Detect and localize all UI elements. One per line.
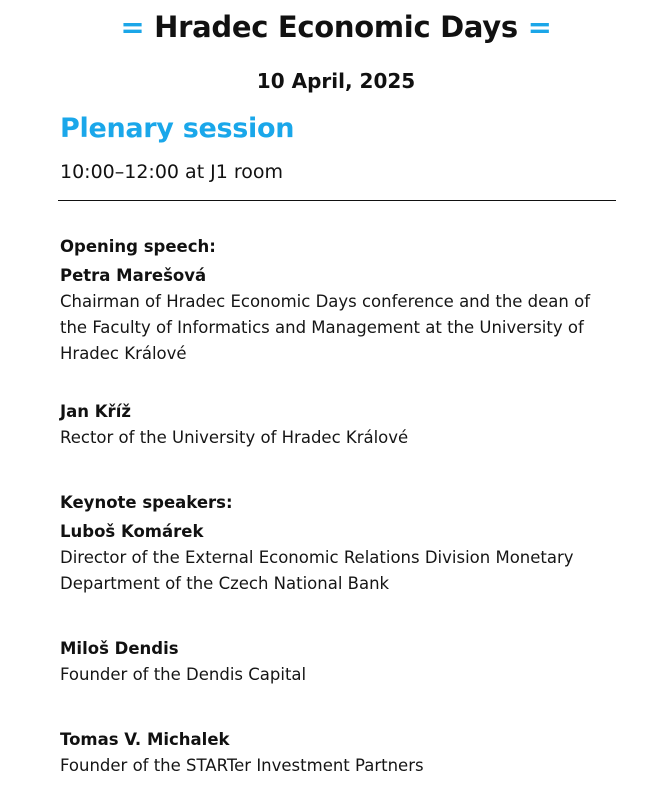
opening-speech-heading-block bbox=[60, 234, 620, 260]
title-prefix-mark: = bbox=[120, 10, 145, 44]
keynote-speakers-heading: Keynote speakers: bbox=[60, 493, 233, 512]
keynote-heading-block bbox=[60, 490, 620, 516]
speaker-entry bbox=[60, 727, 620, 779]
title-suffix-mark: = bbox=[527, 10, 552, 44]
speaker-name: Luboš Komárek bbox=[60, 522, 204, 541]
session-time: 10:00–12:00 at J1 room bbox=[60, 161, 284, 183]
speaker-entry bbox=[60, 263, 620, 367]
speaker-role: Director of the External Economic Relations Division Monetary Department of the Czech National Bank bbox=[60, 548, 574, 593]
divider bbox=[58, 200, 616, 201]
speaker-role: Chairman of Hradec Economic Days conference and the dean of the Faculty of Informatics and Management at the University of Hradec Králové bbox=[60, 292, 591, 363]
page-title bbox=[0, 10, 672, 44]
speaker-name: Tomas V. Michalek bbox=[60, 730, 230, 749]
speaker-entry bbox=[60, 399, 620, 451]
speaker-name: Jan Kříž bbox=[60, 402, 131, 421]
speaker-name: Miloš Dendis bbox=[60, 639, 179, 658]
speaker-entry bbox=[60, 636, 620, 688]
opening-speech-heading: Opening speech: bbox=[60, 237, 216, 256]
event-date: 10 April, 2025 bbox=[256, 69, 416, 93]
speaker-role: Founder of the STARTer Investment Partners bbox=[60, 756, 424, 775]
speaker-role: Rector of the University of Hradec Králové bbox=[60, 428, 409, 447]
speaker-entry bbox=[60, 519, 620, 597]
session-title: Plenary session bbox=[60, 113, 295, 144]
speaker-name: Petra Marešová bbox=[60, 266, 207, 285]
title-text: Hradec Economic Days bbox=[154, 10, 518, 44]
speaker-role: Founder of the Dendis Capital bbox=[60, 665, 307, 684]
